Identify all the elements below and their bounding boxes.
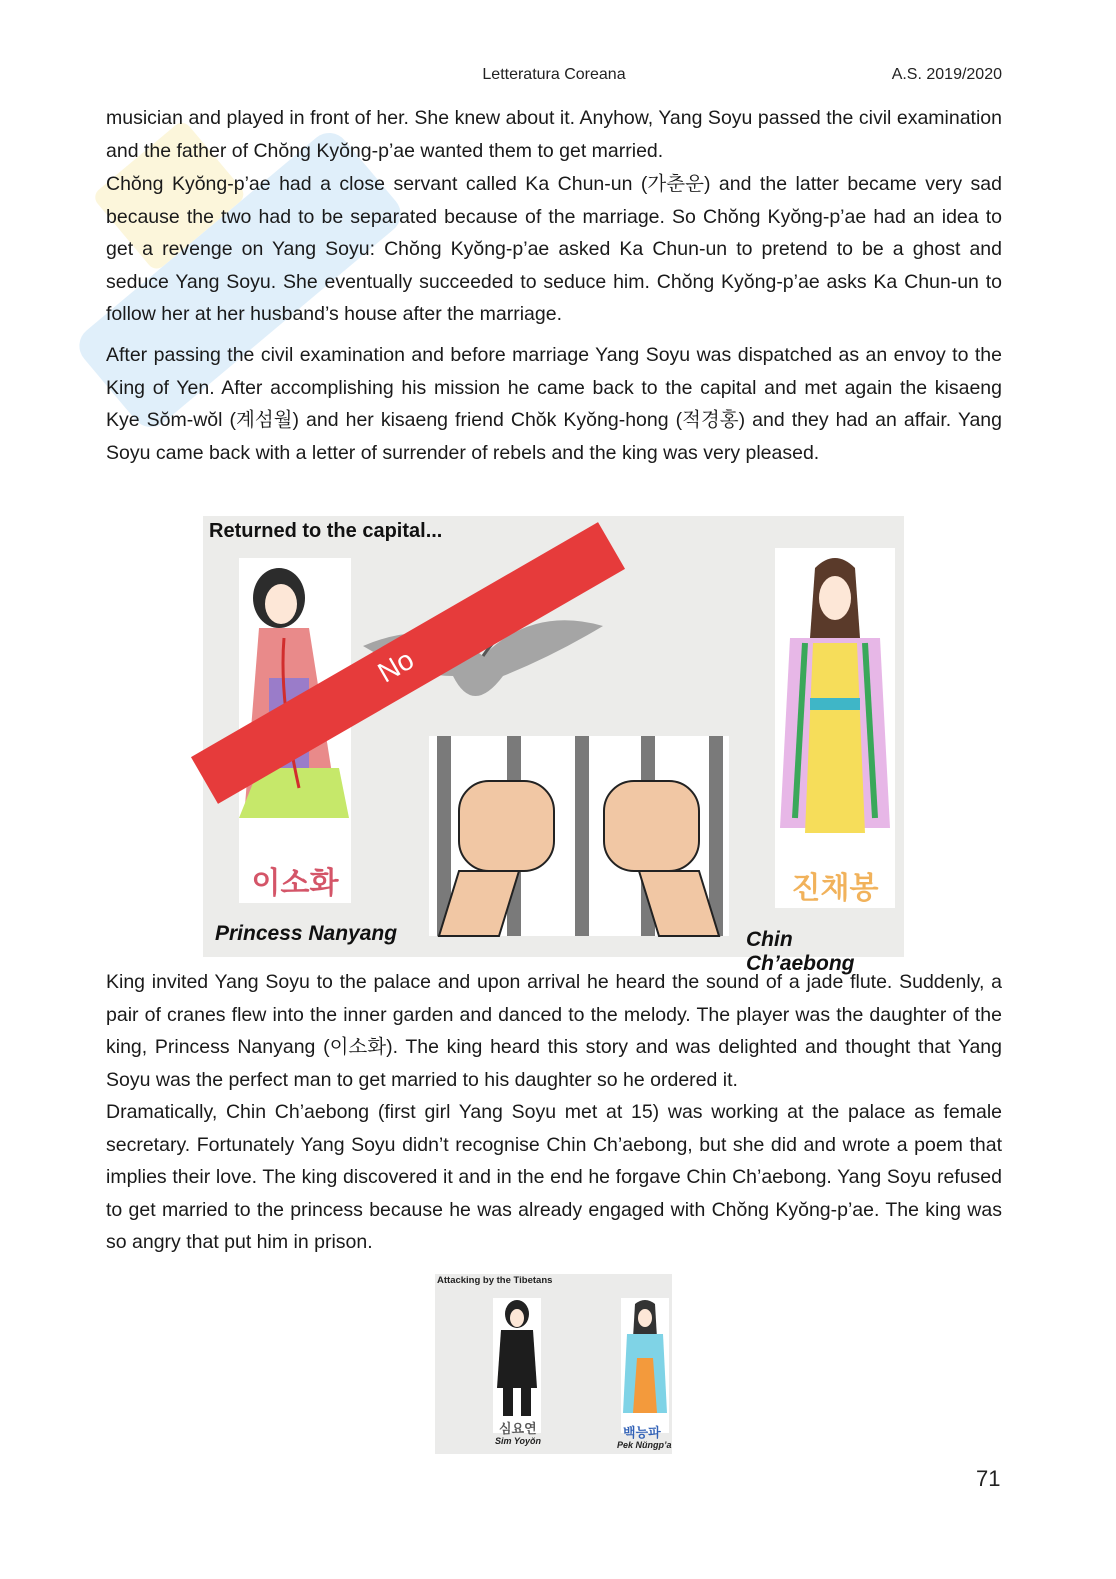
chin-chaebong-illustration: [775, 548, 895, 858]
page-number: 71: [976, 1466, 1001, 1491]
sim-yoyon-name: Sim Yoyŏn: [495, 1436, 542, 1446]
paragraph-1: musician and played in front of her. She knew about it. Anyhow, Yang Soyu passed the civil examination and the father of Chŏng Kyŏng-p’ae wanted them to get married.: [106, 107, 1002, 162]
figure-attacking-by-tibetans: [435, 1274, 672, 1454]
chin-chaebong-card: [775, 548, 895, 908]
header-year: A.S. 2019/2020: [891, 66, 1002, 83]
pek-nungpa-card: [621, 1298, 669, 1433]
paragraph-5: Dramatically, Chin Ch’aebong (first girl Yang Soyu met at 15) was working at the palace as female secretary. Fortunately Yang Soyu didn’t recognise Chin Ch’aebong, but she did and wrote a poem that implies their love. The king discovered it and in the end he forgave Chin Ch’aebong. Yang Soyu refused to get married to the princess because he was already engaged with Chŏng Kyŏng-p’ae. The king was so angry that put him in prison.: [106, 1101, 1002, 1253]
sim-yoyon-illustration: [493, 1298, 541, 1418]
princess-nanyang-hangul: 이소화: [251, 867, 339, 900]
paragraph-4: King invited Yang Soyu to the palace and upon arrival he heard the sound of a jade flute. Suddenly, a pair of cranes flew into the inner garden and danced to the melody. The player was the daughter of the king, Princess Nanyang (이소화). The king heard this story and was delighted and thought that Yang Soyu was the perfect man to get married to his daughter so he ordered it.: [106, 971, 1002, 1091]
chin-chaebong-name: Chin Ch’aebong: [746, 928, 855, 975]
no-banner-text: No: [372, 643, 420, 689]
figure1-caption: Returned to the capital...: [209, 520, 443, 542]
princess-nanyang-name: Princess Nanyang: [215, 922, 398, 945]
paragraph-3: After passing the civil examination and before marriage Yang Soyu was dispatched as an envoy to the King of Yen. After accomplishing his mission he came back to the capital and met again the kisaeng Kye Sŏm-wŏl (계섬월) and her kisaeng friend Chŏk Kyŏng-hong (적경홍) and they had an affair. Yang Soyu came back with a letter of surrender of rebels and the king was very pleased.: [106, 344, 1002, 464]
pek-nungpa-illustration: [621, 1298, 669, 1418]
pek-nungpa-name: Pek Nŭngp’a: [617, 1440, 672, 1450]
figure2-caption: Attacking by the Tibetans: [437, 1275, 553, 1286]
sim-yoyon-card: [493, 1298, 541, 1433]
paragraph-2: Chŏng Kyŏng-p’ae had a close servant called Ka Chun-un (가춘운) and the latter became very sad because the two had to be separated because of the marriage. So Chŏng Kyŏng-p’ae had an idea to get a revenge on Yang Soyu: Chŏng Kyŏng-p’ae asked Ka Chun-un to pretend to be a ghost and seduce Yang Soyu. She eventually succeeded to seduce him. Chŏng Kyŏng-p’ae asks Ka Chun-un to follow her at her husband’s house after the marriage.: [106, 173, 1002, 325]
pek-nungpa-hangul: 백능파: [623, 1425, 661, 1440]
prison-bars-illustration: [429, 736, 729, 936]
figure-returned-to-capital: [203, 516, 904, 975]
sim-yoyon-hangul: 심요연: [499, 1421, 537, 1436]
chin-chaebong-hangul: 진채봉: [791, 872, 879, 905]
page-header: [106, 66, 1002, 90]
header-title: Letteratura Coreana: [482, 66, 626, 83]
